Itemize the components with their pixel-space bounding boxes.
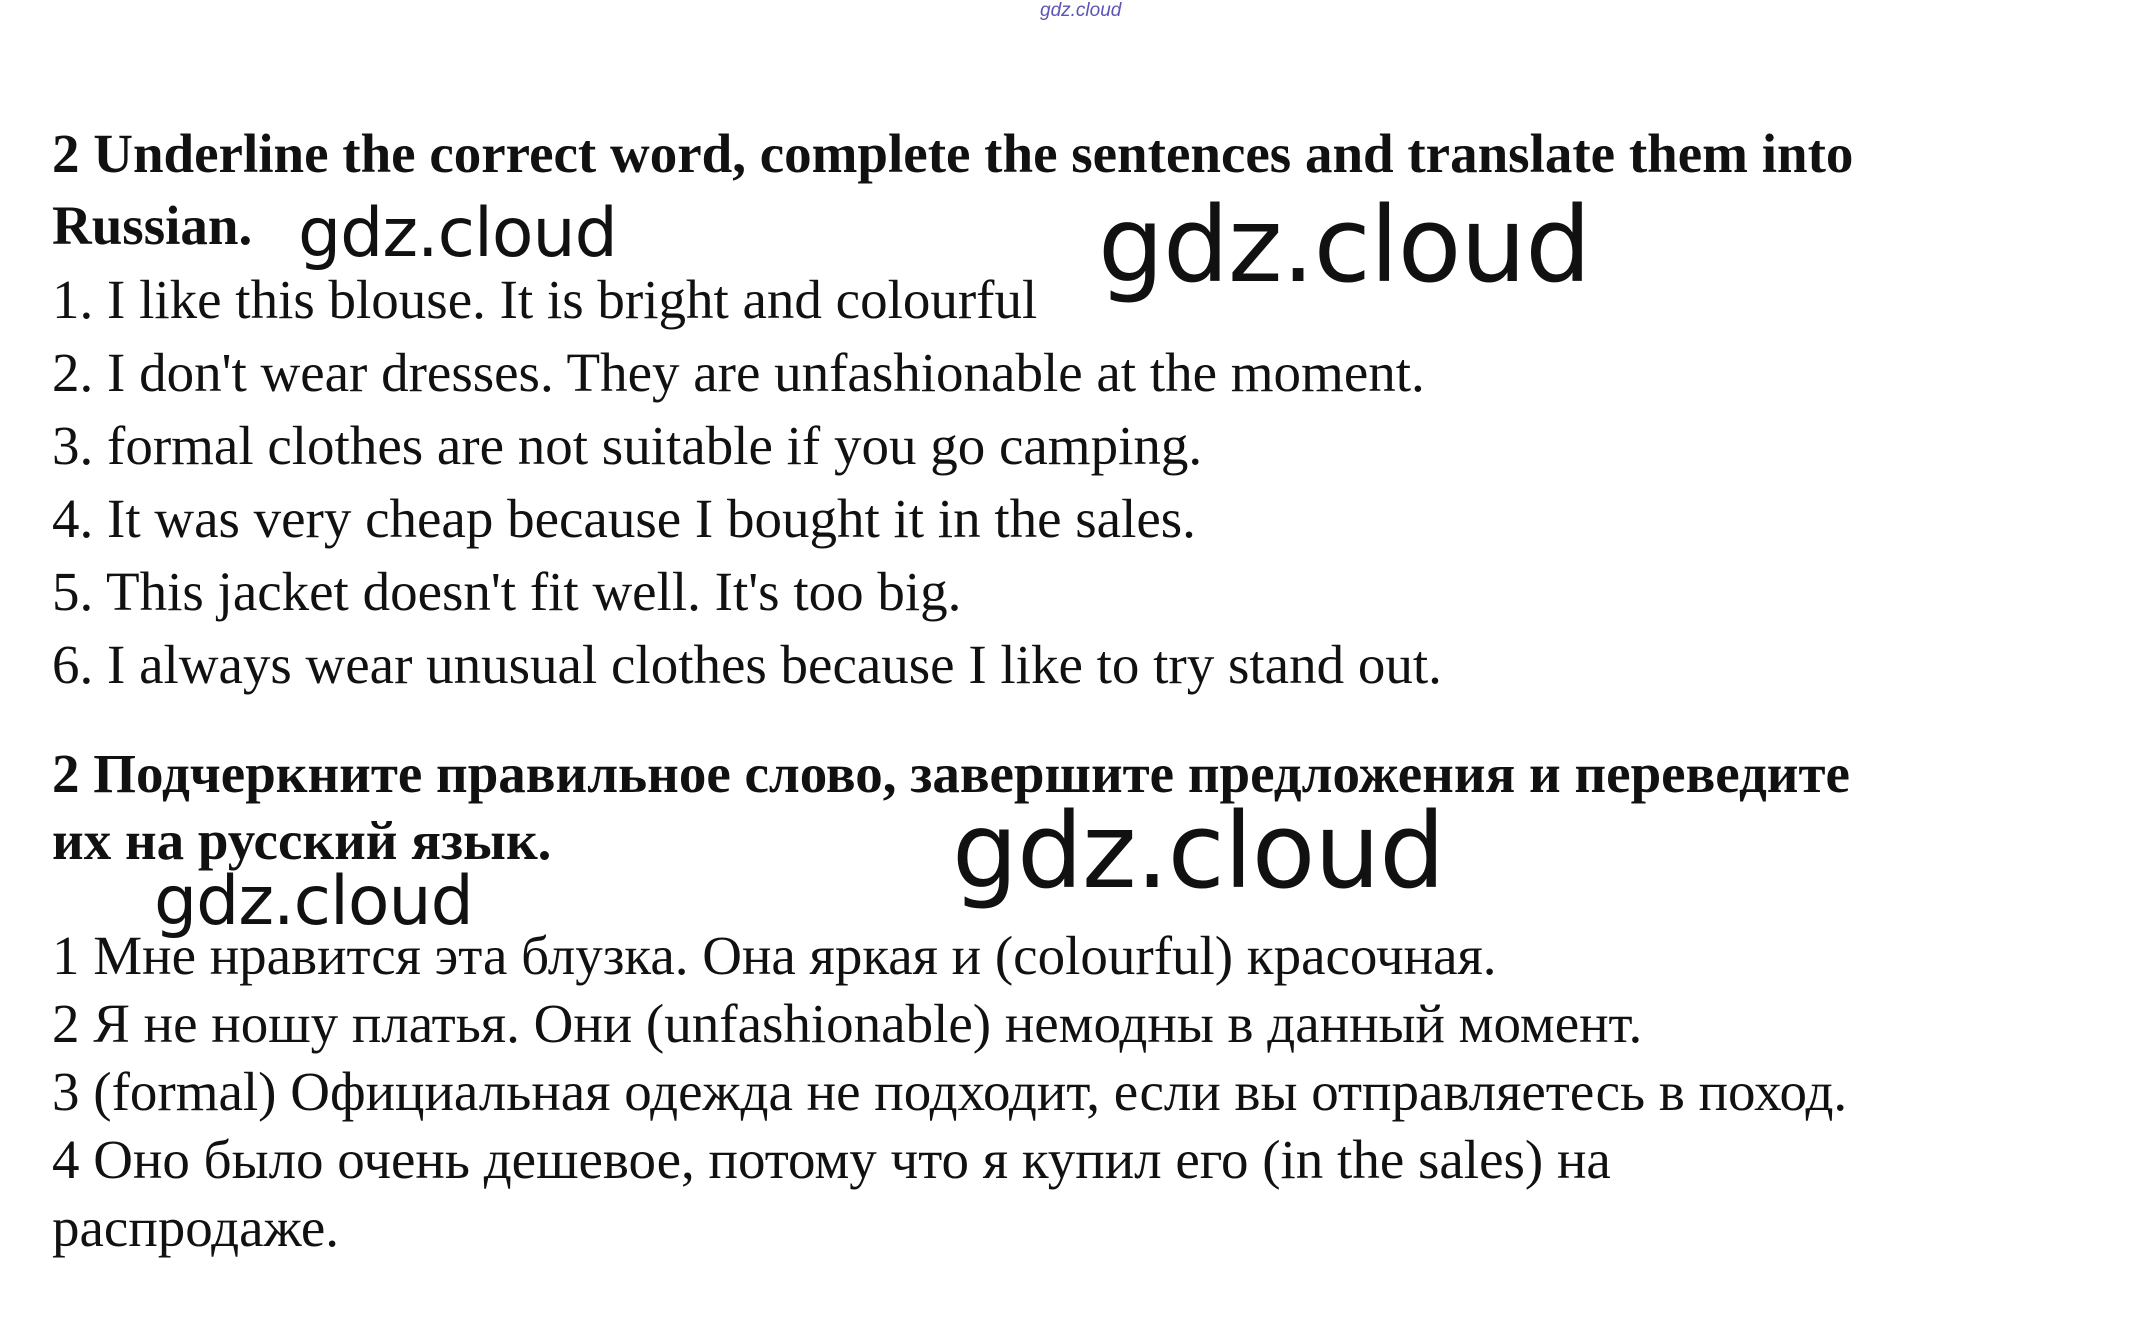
header-watermark: gdz.cloud [1040, 0, 1122, 21]
english-task-heading: 2 Underline the correct word, complete the sentences and translate them into [52, 123, 1854, 184]
watermark-large-2: gdz.cloud [952, 790, 1445, 912]
watermark-small-1: gdz.cloud [298, 194, 617, 273]
english-task-heading-cont: Russian. [52, 195, 253, 256]
english-sentence-4: 4. It was very cheap because I bought it in the sales. [52, 488, 1196, 549]
russian-task-heading: 2 Подчеркните правильное слово, завершите предложения и переведите [52, 743, 1850, 804]
english-sentence-5: 5. This jacket doesn't fit well. It's too big. [52, 561, 962, 622]
russian-sentence-4: 4 Оно было очень дешевое, потому что я купил его (in the sales) на [52, 1129, 1611, 1190]
watermark-small-2: gdz.cloud [154, 862, 473, 941]
russian-sentence-4-cont: распродаже. [52, 1197, 340, 1258]
russian-sentence-1: 1 Мне нравится эта блузка. Она яркая и (colourful) красочная. [52, 925, 1497, 986]
russian-sentence-2: 2 Я не ношу платья. Они (unfashionable) немодны в данный момент. [52, 993, 1643, 1054]
english-sentence-6: 6. I always wear unusual clothes because I like to try stand out. [52, 634, 1442, 695]
russian-task-heading-cont: их на русский язык. [52, 810, 552, 871]
english-sentence-1: 1. I like this blouse. It is bright and colourful [52, 269, 1038, 330]
russian-sentence-3: 3 (formal) Официальная одежда не подходит, если вы отправляетесь в поход. [52, 1061, 1848, 1122]
english-sentence-3: 3. formal clothes are not suitable if you go camping. [52, 415, 1203, 476]
english-sentence-2: 2. I don't wear dresses. They are unfashionable at the moment. [52, 342, 1425, 403]
watermark-large-1: gdz.cloud [1098, 184, 1591, 306]
